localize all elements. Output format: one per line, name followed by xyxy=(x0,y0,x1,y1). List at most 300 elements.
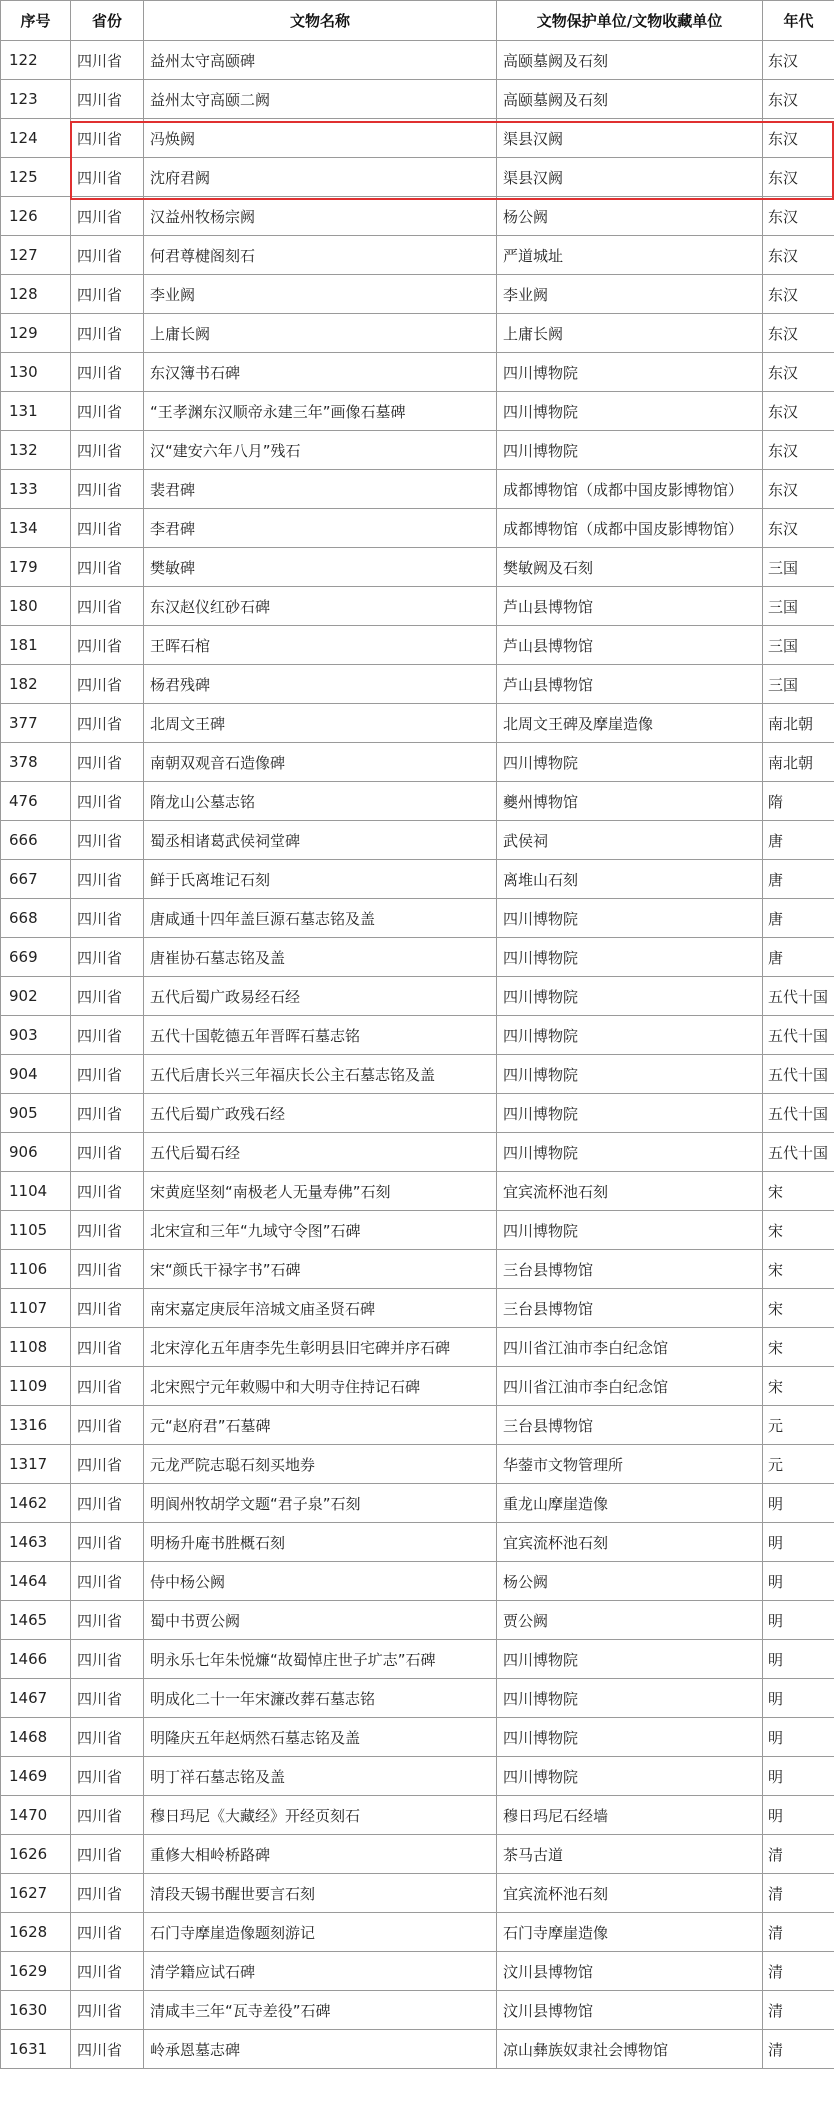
cell-province: 四川省 xyxy=(71,470,144,509)
cell-relic-name: 宋“颜氏干禄字书”石碑 xyxy=(144,1250,497,1289)
cell-relic-name: 东汉簿书石碑 xyxy=(144,353,497,392)
cell-serial-number: 905 xyxy=(1,1094,71,1133)
cell-serial-number: 1469 xyxy=(1,1757,71,1796)
cell-custodian-unit: 四川博物院 xyxy=(497,1757,763,1796)
cell-relic-name: 明隆庆五年赵炳然石墓志铭及盖 xyxy=(144,1718,497,1757)
cell-serial-number: 1466 xyxy=(1,1640,71,1679)
cell-serial-number: 126 xyxy=(1,197,71,236)
cell-serial-number: 1105 xyxy=(1,1211,71,1250)
cell-province: 四川省 xyxy=(71,431,144,470)
cell-custodian-unit: 杨公阙 xyxy=(497,1562,763,1601)
cell-era: 清 xyxy=(763,1874,834,1913)
cell-era: 五代十国 xyxy=(763,1055,834,1094)
cell-relic-name: 唐崔协石墓志铭及盖 xyxy=(144,938,497,977)
cell-relic-name: 重修大相岭桥路碑 xyxy=(144,1835,497,1874)
cell-relic-name: 五代后蜀广政易经石经 xyxy=(144,977,497,1016)
cell-era: 唐 xyxy=(763,938,834,977)
cell-serial-number: 1462 xyxy=(1,1484,71,1523)
cell-serial-number: 130 xyxy=(1,353,71,392)
table-row xyxy=(1,1523,834,1562)
cell-custodian-unit: 凉山彝族奴隶社会博物馆 xyxy=(497,2030,763,2069)
cell-serial-number: 904 xyxy=(1,1055,71,1094)
cell-relic-name: 蜀中书贾公阙 xyxy=(144,1601,497,1640)
table-row xyxy=(1,470,834,509)
cell-serial-number: 125 xyxy=(1,158,71,197)
cell-custodian-unit: 成都博物馆（成都中国皮影博物馆） xyxy=(497,470,763,509)
cell-serial-number: 129 xyxy=(1,314,71,353)
cell-era: 宋 xyxy=(763,1289,834,1328)
cell-province: 四川省 xyxy=(71,1406,144,1445)
cell-serial-number: 1106 xyxy=(1,1250,71,1289)
table-row xyxy=(1,41,834,80)
cell-serial-number: 902 xyxy=(1,977,71,1016)
cell-province: 四川省 xyxy=(71,1874,144,1913)
cell-province: 四川省 xyxy=(71,1796,144,1835)
cell-era: 明 xyxy=(763,1601,834,1640)
cell-custodian-unit: 四川省江油市李白纪念馆 xyxy=(497,1367,763,1406)
cell-custodian-unit: 穆日玛尼石经墙 xyxy=(497,1796,763,1835)
table-row xyxy=(1,80,834,119)
cell-era: 三国 xyxy=(763,626,834,665)
cell-province: 四川省 xyxy=(71,1133,144,1172)
table-row xyxy=(1,821,834,860)
cell-province: 四川省 xyxy=(71,899,144,938)
cell-era: 唐 xyxy=(763,899,834,938)
cell-relic-name: 汉益州牧杨宗阙 xyxy=(144,197,497,236)
cell-serial-number: 1463 xyxy=(1,1523,71,1562)
cell-custodian-unit: 四川博物院 xyxy=(497,1640,763,1679)
cell-relic-name: 鲜于氏离堆记石刻 xyxy=(144,860,497,899)
cell-serial-number: 182 xyxy=(1,665,71,704)
cell-custodian-unit: 芦山县博物馆 xyxy=(497,626,763,665)
cell-serial-number: 128 xyxy=(1,275,71,314)
cell-province: 四川省 xyxy=(71,314,144,353)
cell-custodian-unit: 宜宾流杯池石刻 xyxy=(497,1172,763,1211)
cell-era: 明 xyxy=(763,1757,834,1796)
table-row xyxy=(1,1445,834,1484)
cell-province: 四川省 xyxy=(71,1718,144,1757)
cell-province: 四川省 xyxy=(71,197,144,236)
cell-serial-number: 378 xyxy=(1,743,71,782)
cell-relic-name: 明丁祥石墓志铭及盖 xyxy=(144,1757,497,1796)
cell-relic-name: 冯焕阙 xyxy=(144,119,497,158)
cell-serial-number: 1626 xyxy=(1,1835,71,1874)
cell-custodian-unit: 严道城址 xyxy=(497,236,763,275)
cell-serial-number: 1468 xyxy=(1,1718,71,1757)
table-row xyxy=(1,353,834,392)
cell-relic-name: 元龙严院志聪石刻买地券 xyxy=(144,1445,497,1484)
cell-custodian-unit: 四川博物院 xyxy=(497,1055,763,1094)
cell-era: 五代十国 xyxy=(763,977,834,1016)
cell-relic-name: “王孝渊东汉顺帝永建三年”画像石墓碑 xyxy=(144,392,497,431)
table-row xyxy=(1,1952,834,1991)
cell-relic-name: 宋黄庭坚刻“南极老人无量寿佛”石刻 xyxy=(144,1172,497,1211)
cell-custodian-unit: 四川博物院 xyxy=(497,1133,763,1172)
cell-province: 四川省 xyxy=(71,236,144,275)
cell-relic-name: 明阆州牧胡学文题“君子泉”石刻 xyxy=(144,1484,497,1523)
cell-custodian-unit: 高颐墓阙及石刻 xyxy=(497,80,763,119)
table-row xyxy=(1,2030,834,2069)
cell-era: 东汉 xyxy=(763,41,834,80)
table-row xyxy=(1,665,834,704)
cell-province: 四川省 xyxy=(71,353,144,392)
cell-era: 东汉 xyxy=(763,197,834,236)
cell-relic-name: 南朝双观音石造像碑 xyxy=(144,743,497,782)
cell-era: 三国 xyxy=(763,548,834,587)
cell-custodian-unit: 樊敏阙及石刻 xyxy=(497,548,763,587)
table-row xyxy=(1,1601,834,1640)
cell-province: 四川省 xyxy=(71,548,144,587)
cell-province: 四川省 xyxy=(71,860,144,899)
cell-serial-number: 667 xyxy=(1,860,71,899)
cell-relic-name: 东汉赵仪红砂石碑 xyxy=(144,587,497,626)
cell-relic-name: 益州太守高颐二阙 xyxy=(144,80,497,119)
cell-era: 元 xyxy=(763,1406,834,1445)
cell-relic-name: 益州太守高颐碑 xyxy=(144,41,497,80)
cell-serial-number: 1629 xyxy=(1,1952,71,1991)
cell-serial-number: 181 xyxy=(1,626,71,665)
table-row xyxy=(1,119,834,158)
cell-province: 四川省 xyxy=(71,1484,144,1523)
cell-province: 四川省 xyxy=(71,392,144,431)
cell-era: 明 xyxy=(763,1523,834,1562)
cell-relic-name: 何君尊楗阁刻石 xyxy=(144,236,497,275)
cell-province: 四川省 xyxy=(71,1250,144,1289)
table-row xyxy=(1,1874,834,1913)
cell-serial-number: 127 xyxy=(1,236,71,275)
cell-custodian-unit: 茶马古道 xyxy=(497,1835,763,1874)
cell-era: 清 xyxy=(763,1913,834,1952)
table-row xyxy=(1,275,834,314)
cell-custodian-unit: 四川博物院 xyxy=(497,899,763,938)
cell-relic-name: 裴君碑 xyxy=(144,470,497,509)
table-row xyxy=(1,1406,834,1445)
cell-province: 四川省 xyxy=(71,977,144,1016)
cell-province: 四川省 xyxy=(71,1523,144,1562)
header-province: 省份 xyxy=(71,1,144,41)
table-row xyxy=(1,392,834,431)
cell-custodian-unit: 成都博物馆（成都中国皮影博物馆） xyxy=(497,509,763,548)
header-row xyxy=(1,1,834,41)
header-relic-name: 文物名称 xyxy=(144,1,497,41)
cell-relic-name: 石门寺摩崖造像题刻游记 xyxy=(144,1913,497,1952)
table-row xyxy=(1,197,834,236)
cell-serial-number: 1109 xyxy=(1,1367,71,1406)
cell-era: 明 xyxy=(763,1562,834,1601)
cell-era: 东汉 xyxy=(763,353,834,392)
cell-era: 东汉 xyxy=(763,158,834,197)
cell-era: 宋 xyxy=(763,1250,834,1289)
table-row xyxy=(1,1835,834,1874)
cell-serial-number: 1107 xyxy=(1,1289,71,1328)
cell-relic-name: 李业阙 xyxy=(144,275,497,314)
cell-custodian-unit: 四川博物院 xyxy=(497,938,763,977)
table-row xyxy=(1,1718,834,1757)
cell-province: 四川省 xyxy=(71,743,144,782)
cell-custodian-unit: 芦山县博物馆 xyxy=(497,665,763,704)
cell-custodian-unit: 芦山县博物馆 xyxy=(497,587,763,626)
table-row xyxy=(1,1172,834,1211)
table-row xyxy=(1,1640,834,1679)
cell-custodian-unit: 上庸长阙 xyxy=(497,314,763,353)
cell-era: 宋 xyxy=(763,1328,834,1367)
table-row xyxy=(1,431,834,470)
cell-province: 四川省 xyxy=(71,509,144,548)
cell-relic-name: 北宋熙宁元年敕赐中和大明寺住持记石碑 xyxy=(144,1367,497,1406)
cell-era: 宋 xyxy=(763,1172,834,1211)
cell-custodian-unit: 汶川县博物馆 xyxy=(497,1991,763,2030)
cell-serial-number: 123 xyxy=(1,80,71,119)
table-row xyxy=(1,1250,834,1289)
cell-era: 明 xyxy=(763,1640,834,1679)
cell-province: 四川省 xyxy=(71,1445,144,1484)
cell-era: 明 xyxy=(763,1796,834,1835)
cell-relic-name: 隋龙山公墓志铭 xyxy=(144,782,497,821)
table-row xyxy=(1,1562,834,1601)
cell-era: 唐 xyxy=(763,821,834,860)
cell-serial-number: 906 xyxy=(1,1133,71,1172)
cell-custodian-unit: 渠县汉阙 xyxy=(497,158,763,197)
cell-serial-number: 180 xyxy=(1,587,71,626)
cell-province: 四川省 xyxy=(71,1562,144,1601)
header-era: 年代 xyxy=(763,1,834,41)
cell-relic-name: 蜀丞相诸葛武侯祠堂碑 xyxy=(144,821,497,860)
cell-serial-number: 1464 xyxy=(1,1562,71,1601)
cell-province: 四川省 xyxy=(71,1991,144,2030)
cell-relic-name: 明永乐七年朱悦燫“故蜀悼庄世子圹志”石碑 xyxy=(144,1640,497,1679)
cell-custodian-unit: 四川省江油市李白纪念馆 xyxy=(497,1328,763,1367)
cell-serial-number: 668 xyxy=(1,899,71,938)
cell-custodian-unit: 四川博物院 xyxy=(497,1679,763,1718)
cell-era: 东汉 xyxy=(763,392,834,431)
table-row xyxy=(1,587,834,626)
cell-serial-number: 124 xyxy=(1,119,71,158)
cell-province: 四川省 xyxy=(71,1289,144,1328)
cell-relic-name: 明成化二十一年宋濂改葬石墓志铭 xyxy=(144,1679,497,1718)
table-row xyxy=(1,1484,834,1523)
cell-relic-name: 北周文王碑 xyxy=(144,704,497,743)
cell-province: 四川省 xyxy=(71,119,144,158)
cell-serial-number: 1467 xyxy=(1,1679,71,1718)
table-row xyxy=(1,1796,834,1835)
cell-province: 四川省 xyxy=(71,587,144,626)
cell-custodian-unit: 武侯祠 xyxy=(497,821,763,860)
table-row xyxy=(1,1913,834,1952)
cell-era: 清 xyxy=(763,2030,834,2069)
cell-relic-name: 五代后蜀广政残石经 xyxy=(144,1094,497,1133)
table-row xyxy=(1,860,834,899)
cell-relic-name: 侍中杨公阙 xyxy=(144,1562,497,1601)
cell-custodian-unit: 宜宾流杯池石刻 xyxy=(497,1523,763,1562)
cell-era: 南北朝 xyxy=(763,743,834,782)
table-row xyxy=(1,782,834,821)
cell-relic-name: 上庸长阙 xyxy=(144,314,497,353)
cell-era: 明 xyxy=(763,1718,834,1757)
cell-serial-number: 122 xyxy=(1,41,71,80)
header-custodian-unit: 文物保护单位/文物收藏单位 xyxy=(497,1,763,41)
cell-province: 四川省 xyxy=(71,1679,144,1718)
table-row xyxy=(1,1211,834,1250)
cell-serial-number: 666 xyxy=(1,821,71,860)
cell-serial-number: 476 xyxy=(1,782,71,821)
cell-era: 隋 xyxy=(763,782,834,821)
header-serial-number: 序号 xyxy=(1,1,71,41)
cell-province: 四川省 xyxy=(71,1016,144,1055)
cell-custodian-unit: 四川博物院 xyxy=(497,353,763,392)
cell-serial-number: 1627 xyxy=(1,1874,71,1913)
cell-serial-number: 131 xyxy=(1,392,71,431)
cell-relic-name: 清学籍应试石碑 xyxy=(144,1952,497,1991)
cell-province: 四川省 xyxy=(71,1640,144,1679)
cell-era: 明 xyxy=(763,1679,834,1718)
cell-custodian-unit: 石门寺摩崖造像 xyxy=(497,1913,763,1952)
cell-era: 明 xyxy=(763,1484,834,1523)
cell-custodian-unit: 三台县博物馆 xyxy=(497,1406,763,1445)
table-row xyxy=(1,899,834,938)
cell-era: 清 xyxy=(763,1952,834,1991)
cell-custodian-unit: 四川博物院 xyxy=(497,1211,763,1250)
table-header xyxy=(1,1,834,41)
cell-era: 五代十国 xyxy=(763,1133,834,1172)
cell-province: 四川省 xyxy=(71,1367,144,1406)
cell-custodian-unit: 四川博物院 xyxy=(497,1016,763,1055)
table-body xyxy=(1,41,834,2069)
cell-serial-number: 903 xyxy=(1,1016,71,1055)
cell-province: 四川省 xyxy=(71,1328,144,1367)
cell-province: 四川省 xyxy=(71,1913,144,1952)
cell-era: 三国 xyxy=(763,587,834,626)
cell-relic-name: 王晖石棺 xyxy=(144,626,497,665)
cell-era: 东汉 xyxy=(763,119,834,158)
cell-province: 四川省 xyxy=(71,626,144,665)
cell-custodian-unit: 重龙山摩崖造像 xyxy=(497,1484,763,1523)
table-row xyxy=(1,938,834,977)
cell-serial-number: 1631 xyxy=(1,2030,71,2069)
cell-relic-name: 唐咸通十四年盖巨源石墓志铭及盖 xyxy=(144,899,497,938)
cell-era: 清 xyxy=(763,1991,834,2030)
cell-era: 三国 xyxy=(763,665,834,704)
cell-serial-number: 1317 xyxy=(1,1445,71,1484)
cell-serial-number: 1108 xyxy=(1,1328,71,1367)
table-row xyxy=(1,1016,834,1055)
cell-province: 四川省 xyxy=(71,1835,144,1874)
cell-custodian-unit: 四川博物院 xyxy=(497,1718,763,1757)
table-row xyxy=(1,977,834,1016)
cell-custodian-unit: 高颐墓阙及石刻 xyxy=(497,41,763,80)
cell-serial-number: 1104 xyxy=(1,1172,71,1211)
cell-relic-name: 李君碑 xyxy=(144,509,497,548)
cell-serial-number: 179 xyxy=(1,548,71,587)
cell-era: 东汉 xyxy=(763,509,834,548)
table-row xyxy=(1,1679,834,1718)
cell-province: 四川省 xyxy=(71,158,144,197)
cell-serial-number: 1470 xyxy=(1,1796,71,1835)
cell-custodian-unit: 汶川县博物馆 xyxy=(497,1952,763,1991)
cell-custodian-unit: 宜宾流杯池石刻 xyxy=(497,1874,763,1913)
cell-serial-number: 669 xyxy=(1,938,71,977)
cell-custodian-unit: 四川博物院 xyxy=(497,743,763,782)
cell-province: 四川省 xyxy=(71,782,144,821)
cell-relic-name: 北宋宣和三年“九域守令图”石碑 xyxy=(144,1211,497,1250)
cell-relic-name: 五代十国乾德五年晋晖石墓志铭 xyxy=(144,1016,497,1055)
cell-custodian-unit: 北周文王碑及摩崖造像 xyxy=(497,704,763,743)
cell-era: 五代十国 xyxy=(763,1094,834,1133)
cell-serial-number: 1465 xyxy=(1,1601,71,1640)
cell-era: 东汉 xyxy=(763,314,834,353)
cell-province: 四川省 xyxy=(71,1055,144,1094)
cell-era: 东汉 xyxy=(763,80,834,119)
cell-relic-name: 五代后唐长兴三年福庆长公主石墓志铭及盖 xyxy=(144,1055,497,1094)
table-row xyxy=(1,1133,834,1172)
cell-custodian-unit: 杨公阙 xyxy=(497,197,763,236)
cell-province: 四川省 xyxy=(71,1952,144,1991)
cell-province: 四川省 xyxy=(71,821,144,860)
cell-relic-name: 清段天锡书醒世要言石刻 xyxy=(144,1874,497,1913)
cell-era: 清 xyxy=(763,1835,834,1874)
cell-custodian-unit: 贾公阙 xyxy=(497,1601,763,1640)
cell-era: 宋 xyxy=(763,1211,834,1250)
cell-era: 南北朝 xyxy=(763,704,834,743)
cell-relic-name: 汉“建安六年八月”残石 xyxy=(144,431,497,470)
cell-custodian-unit: 三台县博物馆 xyxy=(497,1289,763,1328)
cell-serial-number: 1630 xyxy=(1,1991,71,2030)
cell-relic-name: 五代后蜀石经 xyxy=(144,1133,497,1172)
table-row xyxy=(1,626,834,665)
table-row xyxy=(1,743,834,782)
cell-province: 四川省 xyxy=(71,1601,144,1640)
table-row xyxy=(1,1367,834,1406)
cell-custodian-unit: 华蓥市文物管理所 xyxy=(497,1445,763,1484)
cell-custodian-unit: 离堆山石刻 xyxy=(497,860,763,899)
cell-custodian-unit: 四川博物院 xyxy=(497,977,763,1016)
cell-custodian-unit: 李业阙 xyxy=(497,275,763,314)
cell-relic-name: 沈府君阙 xyxy=(144,158,497,197)
cell-relic-name: 南宋嘉定庚辰年涪城文庙圣贤石碑 xyxy=(144,1289,497,1328)
cell-relic-name: 杨君残碑 xyxy=(144,665,497,704)
cell-province: 四川省 xyxy=(71,275,144,314)
cell-relic-name: 北宋淳化五年唐李先生彰明县旧宅碑并序石碑 xyxy=(144,1328,497,1367)
cell-custodian-unit: 渠县汉阙 xyxy=(497,119,763,158)
cell-serial-number: 1316 xyxy=(1,1406,71,1445)
cell-province: 四川省 xyxy=(71,1211,144,1250)
table-row xyxy=(1,1055,834,1094)
table-row xyxy=(1,1289,834,1328)
cell-serial-number: 134 xyxy=(1,509,71,548)
cell-era: 东汉 xyxy=(763,470,834,509)
cell-era: 唐 xyxy=(763,860,834,899)
cell-serial-number: 132 xyxy=(1,431,71,470)
cell-relic-name: 岭承恩墓志碑 xyxy=(144,2030,497,2069)
table-row xyxy=(1,314,834,353)
cell-province: 四川省 xyxy=(71,80,144,119)
table-row xyxy=(1,158,834,197)
table-row xyxy=(1,1757,834,1796)
cell-era: 东汉 xyxy=(763,236,834,275)
table-row xyxy=(1,1991,834,2030)
cell-serial-number: 377 xyxy=(1,704,71,743)
cell-province: 四川省 xyxy=(71,1172,144,1211)
cell-relic-name: 明杨升庵书胜概石刻 xyxy=(144,1523,497,1562)
cell-province: 四川省 xyxy=(71,938,144,977)
cell-province: 四川省 xyxy=(71,1757,144,1796)
cell-province: 四川省 xyxy=(71,2030,144,2069)
table-row xyxy=(1,509,834,548)
cell-province: 四川省 xyxy=(71,1094,144,1133)
cell-custodian-unit: 夔州博物馆 xyxy=(497,782,763,821)
cell-serial-number: 133 xyxy=(1,470,71,509)
table-row xyxy=(1,1328,834,1367)
cell-era: 元 xyxy=(763,1445,834,1484)
